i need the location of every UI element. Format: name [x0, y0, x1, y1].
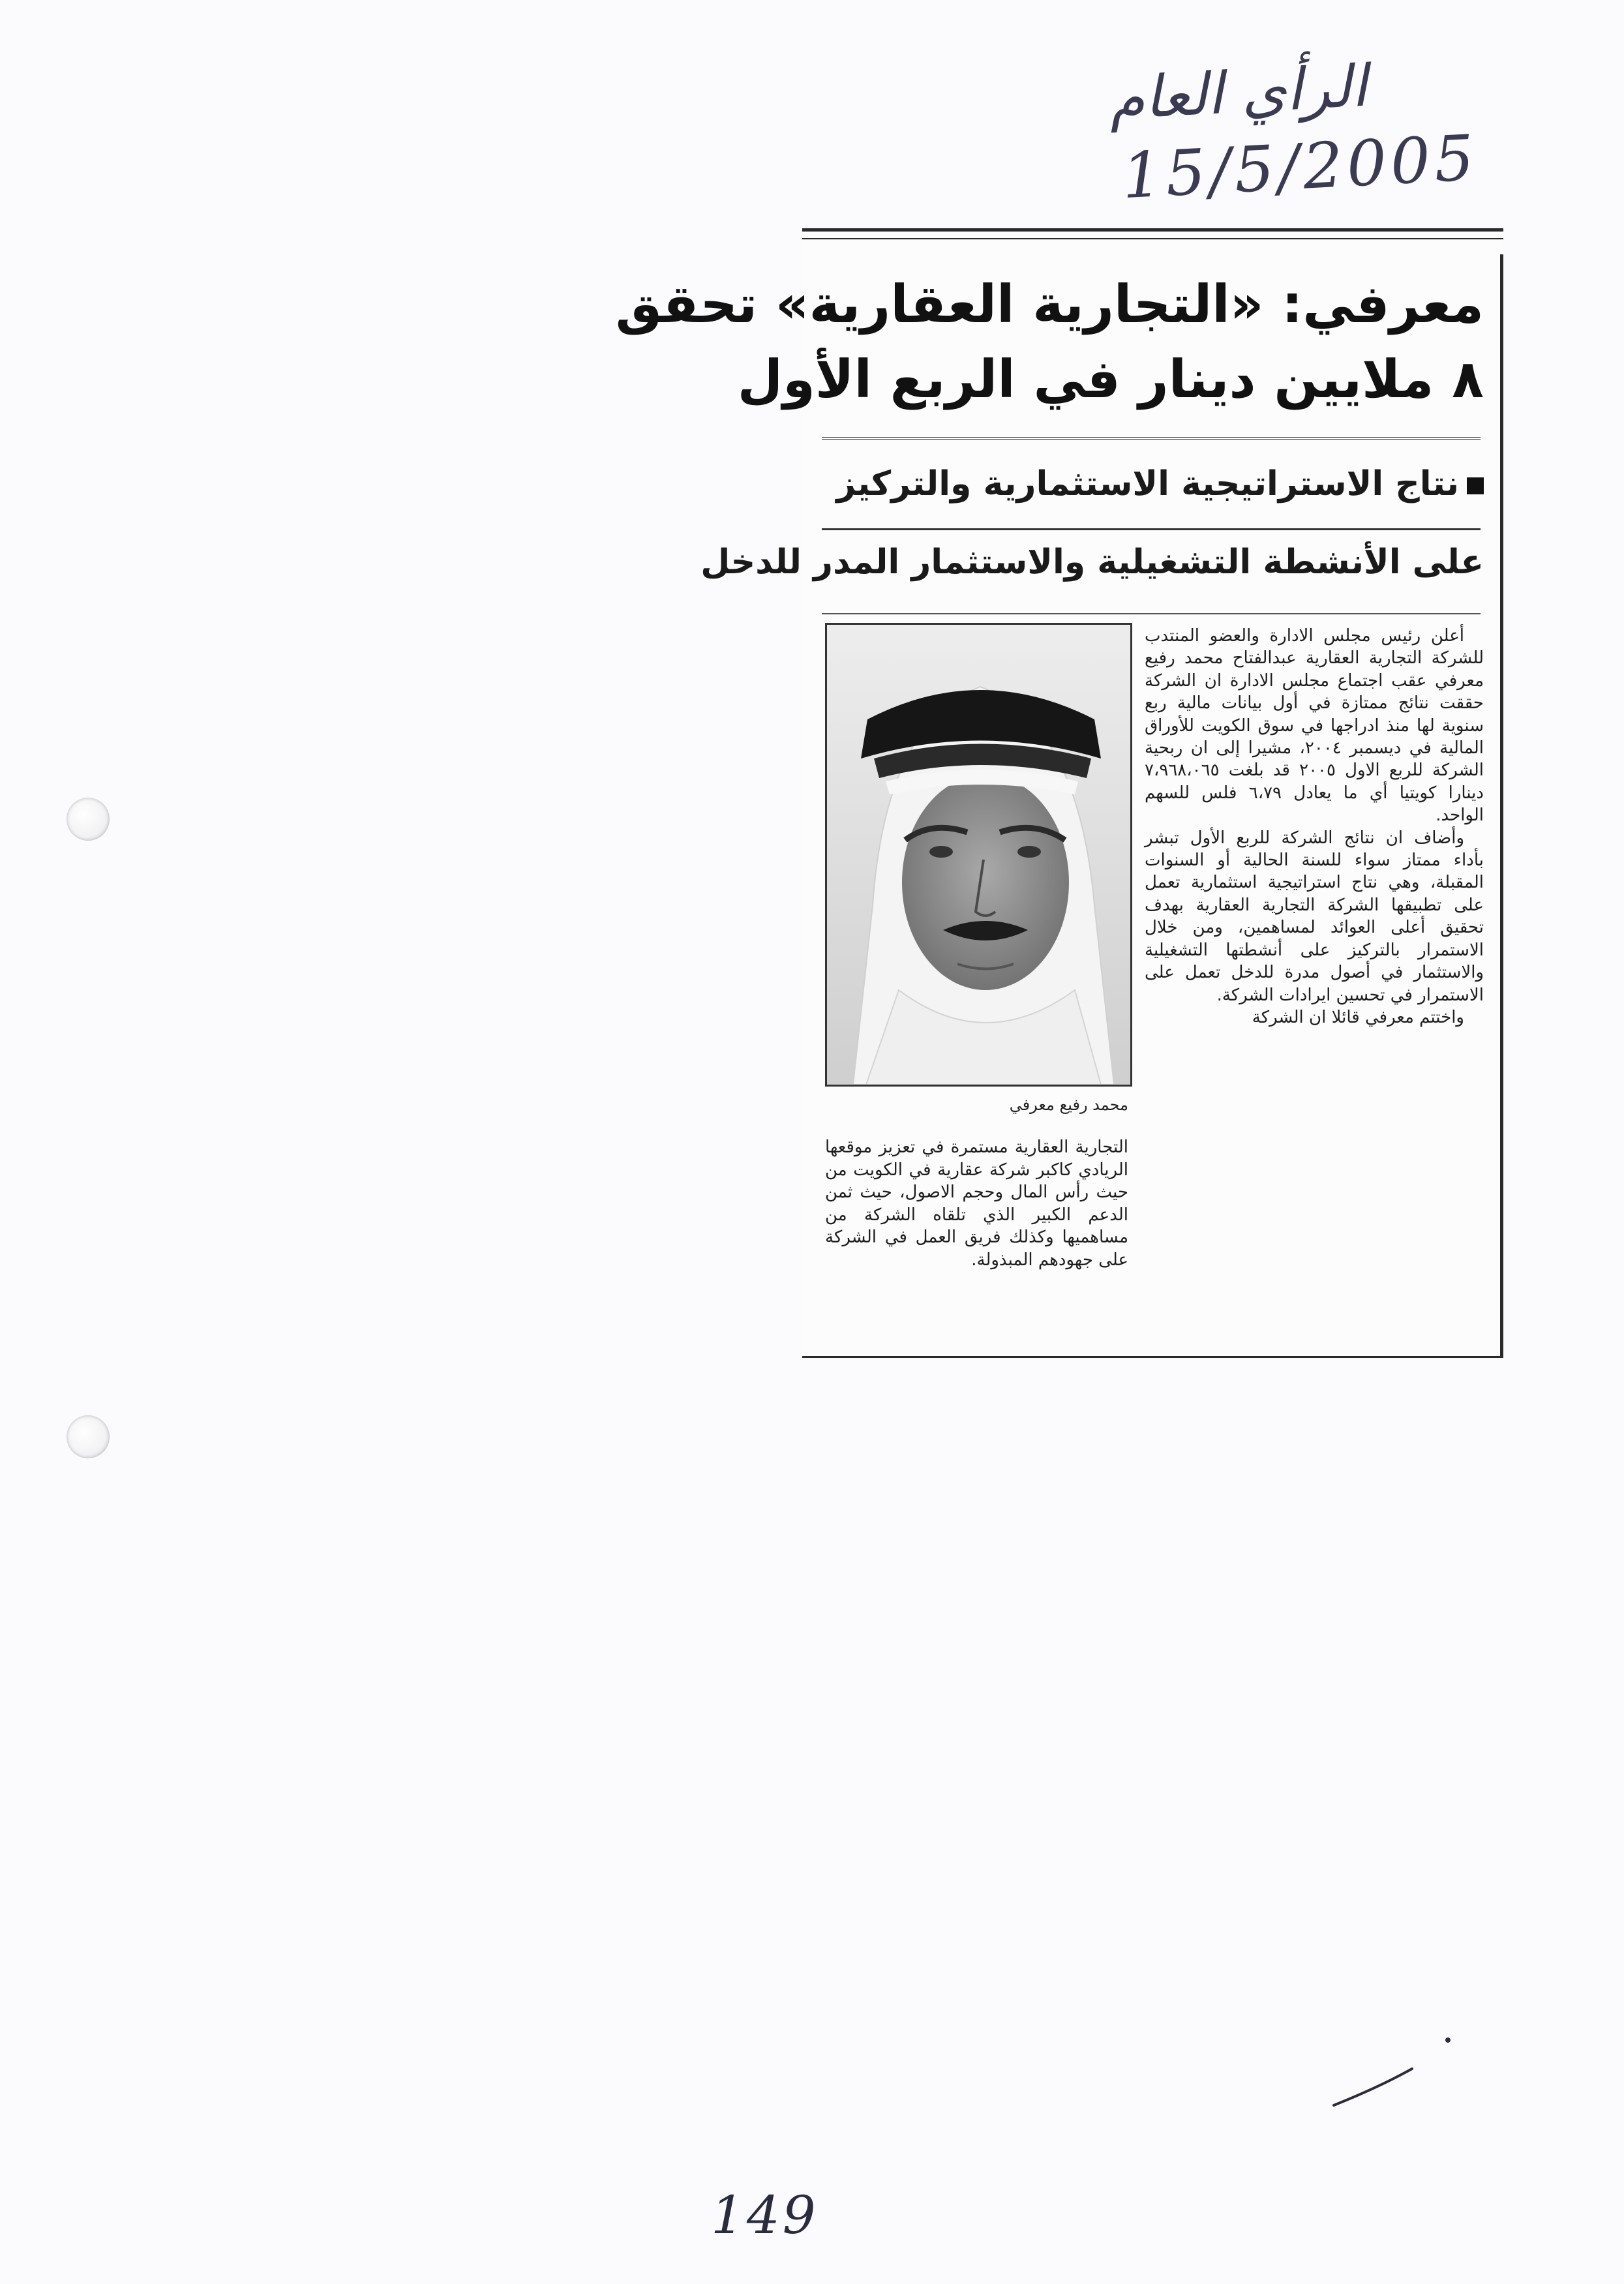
- square-bullet-icon: [1467, 477, 1484, 494]
- subheadline-line-1-text: نتاج الاستراتيجية الاستثمارية والتركيز: [836, 464, 1459, 503]
- divider-rule: [822, 437, 1481, 440]
- article-column-left: [825, 1136, 1128, 1272]
- article-paragraph: واختتم معرفي قائلا ان الشركة: [1252, 1007, 1464, 1027]
- divider-rule: [822, 528, 1481, 530]
- clipping-top-border: [802, 228, 1503, 239]
- pen-stroke-mark: [1327, 2028, 1458, 2113]
- article-paragraph: وأضاف ان نتائج الشركة للربع الأول تبشر بأداء ممتاز سواء للسنة الحالية أو السنوات المقبلة، وهي نتاج استراتيجية استثمارية تعمل على تطبيقها الشركة التجارية العقارية بهدف تحقيق أعلى العوائد لمساهمين، ومن خلال الاستمرار بالتركيز على أنشطتها التشغيلية والاستثمار في أصول مدرة للدخل تعمل على الاستمرار في تحسين ايرادات الشركة.: [1145, 828, 1484, 1005]
- headline-line-2: ٨ ملايين دينار في الربع الأول: [737, 349, 1484, 410]
- clipping-bottom-border: [802, 1356, 1503, 1358]
- subheadline-line-2: على الأنشطة التشغيلية والاستثمار المدر للدخل: [700, 543, 1484, 582]
- portrait-photo: [825, 623, 1132, 1087]
- article-column-right: [1145, 625, 1484, 1029]
- handwritten-date: 15/5/2005: [1120, 121, 1480, 213]
- handwritten-source: الرأي العام: [1107, 52, 1369, 133]
- page-number: 149: [711, 2185, 819, 2246]
- article-paragraph: التجارية العقارية مستمرة في تعزيز موقعها الريادي كاكبر شركة عقارية في الكويت من حيث رأس المال وحجم الاصول، حيث ثمن الدعم الكبير الذي تلقاه الشركة من مساهميها وكذلك فريق العمل في الشركة على جهودهم المبذولة.: [825, 1137, 1128, 1270]
- clipping-right-border: [1500, 254, 1503, 1357]
- punch-hole-bottom: [67, 1415, 110, 1458]
- headline-line-1: معرفي: «التجارية العقارية» تحقق: [615, 274, 1484, 335]
- divider-rule: [822, 613, 1481, 614]
- punch-hole-top: [67, 798, 110, 841]
- subheadline-line-1: [825, 464, 1484, 503]
- article-paragraph: أعلن رئيس مجلس الادارة والعضو المنتدب للشركة التجارية العقارية عبدالفتاح محمد رفيع معرفي عقب اجتماع مجلس الادارة ان الشركة حققت نتائج ممتازة في أول بيانات مالية ربع سنوية لها منذ ادراجها في سوق الكويت للأوراق المالية في ديسمبر ٢٠٠٤، مشيرا إلى ان ربحية الشركة للربع الاول ٢٠٠٥ قد بلغت ٧،٩٦٨،٠٦٥ دينارا كويتيا أي ما يعادل ٦،٧٩ فلس للسهم الواحد.: [1145, 626, 1484, 826]
- photo-caption: محمد رفيع معرفي: [1009, 1096, 1128, 1114]
- portrait-photo-graphic: [827, 625, 1130, 1085]
- newspaper-clipping: [615, 228, 1503, 1358]
